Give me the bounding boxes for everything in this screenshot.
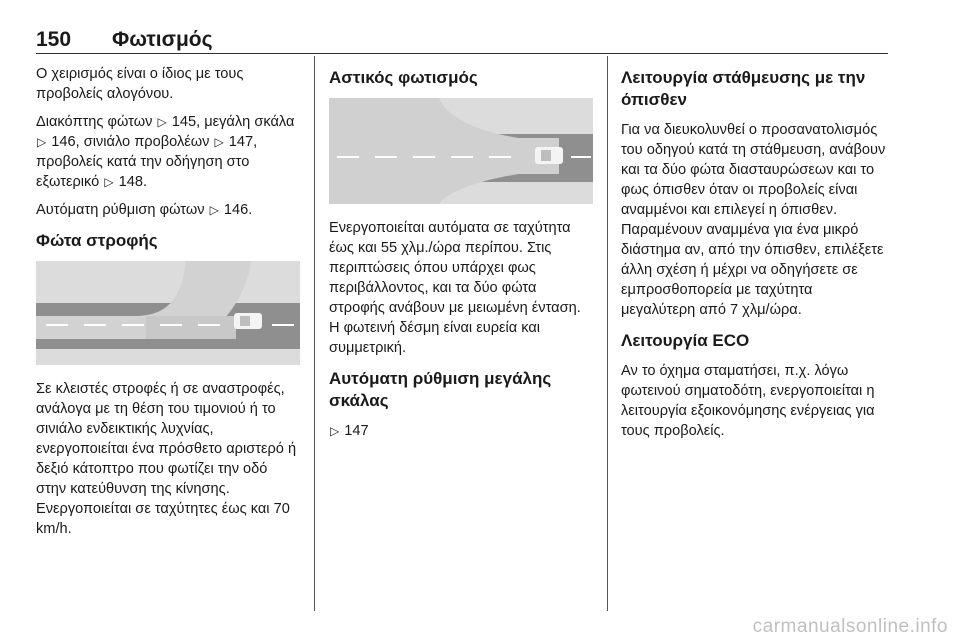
ref-arrow-icon: ▷ — [157, 115, 167, 129]
ref-text: 146, σινιάλο προβολέων — [47, 134, 214, 150]
ref-text: Διακόπτης φώτων — [36, 114, 157, 130]
ref-arrow-icon: ▷ — [330, 424, 340, 438]
ref-text: 147, προβολείς κατά την οδήγηση στο εξωτερικό — [36, 134, 258, 190]
paragraph-reverse-parking: Για να διευκολυνθεί ο προσανατολισμός του οδηγού κατά τη στάθμευση, ανάβουν και τα δύο φώτα διασταυρώσεων και το φως όπισθεν όταν οι προβολείς είναι αναμμένοι και επιλεγεί η όπισθεν. Παραμένουν αναμμένα για ένα μικρό διάστημα αν, από την όπισθεν, επιλέξετε άλλη σχέση ή μέχρι να οδηγήσετε σε εμπροσθοπορεία με ταχύτητα μεγαλύτερη από 7 χλμ/ώρα. — [621, 122, 886, 318]
ref-arrow-icon: ▷ — [104, 175, 114, 189]
column-2 — [329, 64, 593, 449]
heading-reverse-parking: Λειτουργία στάθμευσης με την όπισθεν — [621, 68, 866, 109]
ref-text: Αυτόματη ρύθμιση φώτων — [36, 202, 209, 218]
urban-light-graphic — [329, 98, 593, 204]
header-divider — [36, 53, 888, 54]
column-1 — [36, 64, 300, 547]
paragraph-urban: Ενεργοποιείται αυτόματα σε ταχύτητα έως και 55 χλμ./ώρα περίπου. Στις περιπτώσεις όπου υπάρχει φως περιβάλλοντος, και τα δύο φώτα στροφής ανάβουν με μειωμένη ένταση. Η φωτεινή δέσμη είναι ευρεία και συμμετρική. — [329, 220, 581, 356]
column-divider-2 — [607, 56, 608, 611]
cornering-light-illustration — [36, 261, 300, 365]
paragraph-high-beam-ref — [329, 421, 593, 441]
paragraph-intro: Ο χειρισμός είναι ο ίδιος με τους προβολείς αλογόνου. — [36, 66, 244, 102]
ref-text: 147 — [340, 423, 369, 439]
ref-text: 145, μεγάλη σκάλα — [167, 114, 295, 130]
paragraph-eco: Αν το όχημα σταματήσει, π.χ. λόγω φωτεινού σηματοδότη, ενεργοποιείται η λειτουργία εξοικονόμησης ενέργειας για τους προβολείς. — [621, 363, 875, 439]
paragraph-cornering: Σε κλειστές στροφές ή σε αναστροφές, ανάλογα με τη θέση του τιμονιού ή το σινιάλο ενδεικτικής λυχνίας, ενεργοποιείται ένα πρόσθετο αριστερό ή δεξιό κάτοπτρο που φωτίζει την οδό στην κατεύθυνση της κίνησης. Ενεργοποιείται σε ταχύτητες έως και 70 km/h. — [36, 381, 297, 537]
page-number: 150 — [36, 28, 72, 51]
cornering-light-graphic — [36, 261, 300, 365]
paragraph-auto-light — [36, 200, 300, 220]
heading-auto-high-beam: Αυτόματη ρύθμιση μεγάλης σκάλας — [329, 369, 552, 410]
page-title: Φωτισμός — [112, 28, 213, 51]
heading-cornering-lights: Φώτα στροφής — [36, 231, 158, 250]
ref-text: 148. — [114, 174, 148, 190]
ref-arrow-icon: ▷ — [37, 135, 47, 149]
column-divider-1 — [314, 56, 315, 611]
ref-arrow-icon: ▷ — [209, 203, 219, 217]
heading-urban-lighting: Αστικός φωτισμός — [329, 68, 478, 87]
watermark: carmanualsonline.info — [752, 616, 948, 637]
ref-arrow-icon: ▷ — [214, 135, 224, 149]
page-header — [36, 28, 888, 52]
heading-eco-mode: Λειτουργία ECO — [621, 331, 750, 350]
paragraph-references — [36, 112, 300, 192]
urban-light-illustration — [329, 98, 593, 204]
ref-text: 146. — [219, 202, 253, 218]
column-3 — [621, 64, 889, 449]
